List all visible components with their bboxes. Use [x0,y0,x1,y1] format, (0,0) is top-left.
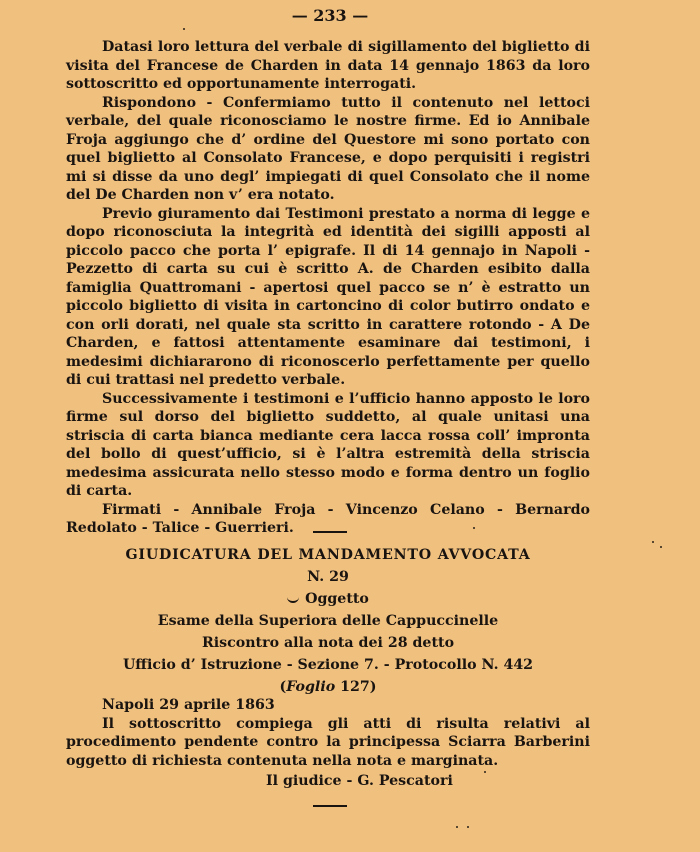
folio-number: 127) [335,679,377,695]
subject-label: Oggetto [305,591,369,607]
page-number: — 233 — [291,6,369,25]
divider-rule-top [313,531,347,533]
speck-dot [484,771,486,773]
folio-word: Foglio [286,679,336,695]
judge-signature: Il giudice - G. Pescatori [266,773,453,789]
main-text [66,38,590,538]
paragraph-lettura: Datasi loro lettura del verbale di sigillamento del biglietto di visita del Francese de Charden in data 14 gennajo 1863 da loro sottoscritto ed opportunamente interrogati. [66,39,590,92]
paragraph-rispondono: Rispondono - Confermiamo tutto il contenuto nel lettoci verbale, del quale riconosciamo le nostre firme. Ed io Annibale Froja aggiungo che d’ ordine del Questore mi sono portato con quel biglietto al Consolato Francese, e dopo perquisiti i registri mi si disse da uno degl’ impiegati di quel Consolato che il nome del De Charden non v’ era notato. [66,94,590,203]
section-giudicatura [66,544,590,792]
paragraph-successivamente: Successivamente i testimoni e l’ufficio hanno apposto le loro firme sul dorso del biglietto suddetto, al quale unitasi una striscia di carta bianca mediante cera lacca rossa coll’ impronta del bollo di quest’ufficio, si è l’altra estremità della striscia medesima assicurata nello stesso modo e forma dentro un foglio di carta. [66,390,590,499]
office-line: Ufficio d’ Istruzione - Sezione 7. - Protocollo N. 442 [122,657,534,673]
speck-dot [183,28,185,30]
paragraph-giuramento: Previo giuramento dai Testimoni prestato a norma di legge e dopo riconosciuta la integrità ed identità dei sigilli apposti al piccolo pacco che porta l’ epigrafe. Il di 14 gennajo in Napoli - Pezzetto di carta su cui è scritto A. de Charden esibito dalla famiglia Quattromani - apertosi quel pacco se n’ è estratto un piccolo biglietto di visita in cartoncino di color butirro ondato e con orli dorati, nel quale sta scritto in carattere rotondo - A De Charden, e fattosi attentamente esaminare dai testimoni, i medesimi dichiararono di riconoscerlo perfettamente per quello di cui trattasi nel predetto verbale. [66,205,590,388]
divider-rule-bottom [313,805,347,807]
folio-open: ( [279,679,287,695]
section-body-text: Il sottoscritto compiega gli atti di risulta relativi al procedimento pendente contro la principessa Sciarra Barberini oggetto di richiesta contenuta nella nota e marginata. [66,715,590,769]
subject-line-2: Riscontro alla nota dei 28 detto [201,635,455,651]
speck-dot [660,546,662,548]
speck-dot [652,541,654,543]
speck-dot [456,826,458,828]
subject-line-1: Esame della Superiora delle Cappuccinelle [157,613,499,629]
signatures-line: Firmati - Annibale Froja - Vincenzo Celano - Bernardo Redolato - Talice - Guerrieri. [66,501,590,536]
section-heading: GIUDICATURA DEL MANDAMENTO AVVOCATA [125,547,531,563]
speck-dot [467,826,469,828]
ornament-mark [287,595,299,603]
subject-label-line [66,588,590,610]
speck-dot [473,527,475,529]
folio-line [66,676,590,698]
section-number: N. 29 [307,569,349,585]
date-line: Napoli 29 aprile 1863 [102,697,275,713]
